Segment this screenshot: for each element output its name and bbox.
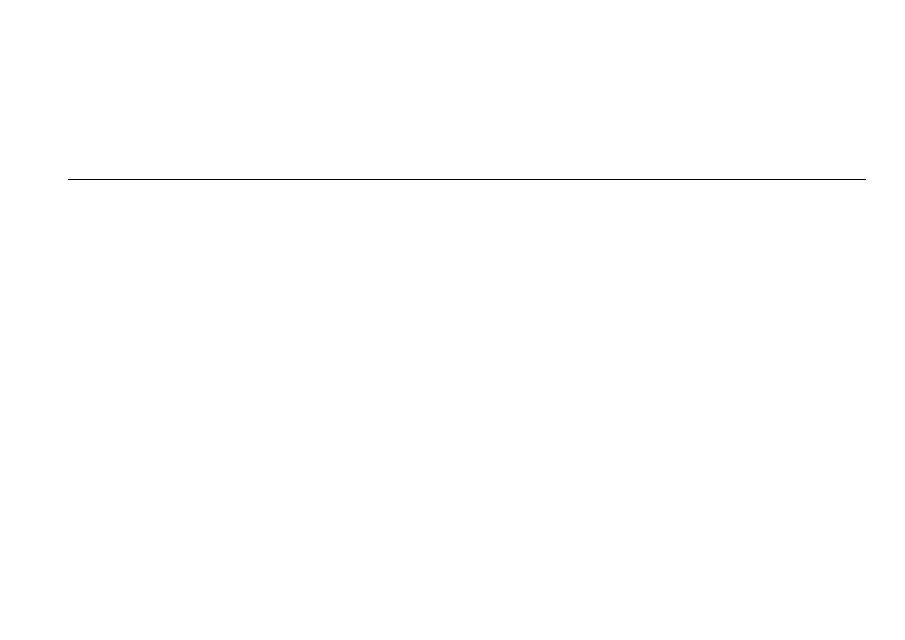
table-top-border xyxy=(68,179,866,180)
